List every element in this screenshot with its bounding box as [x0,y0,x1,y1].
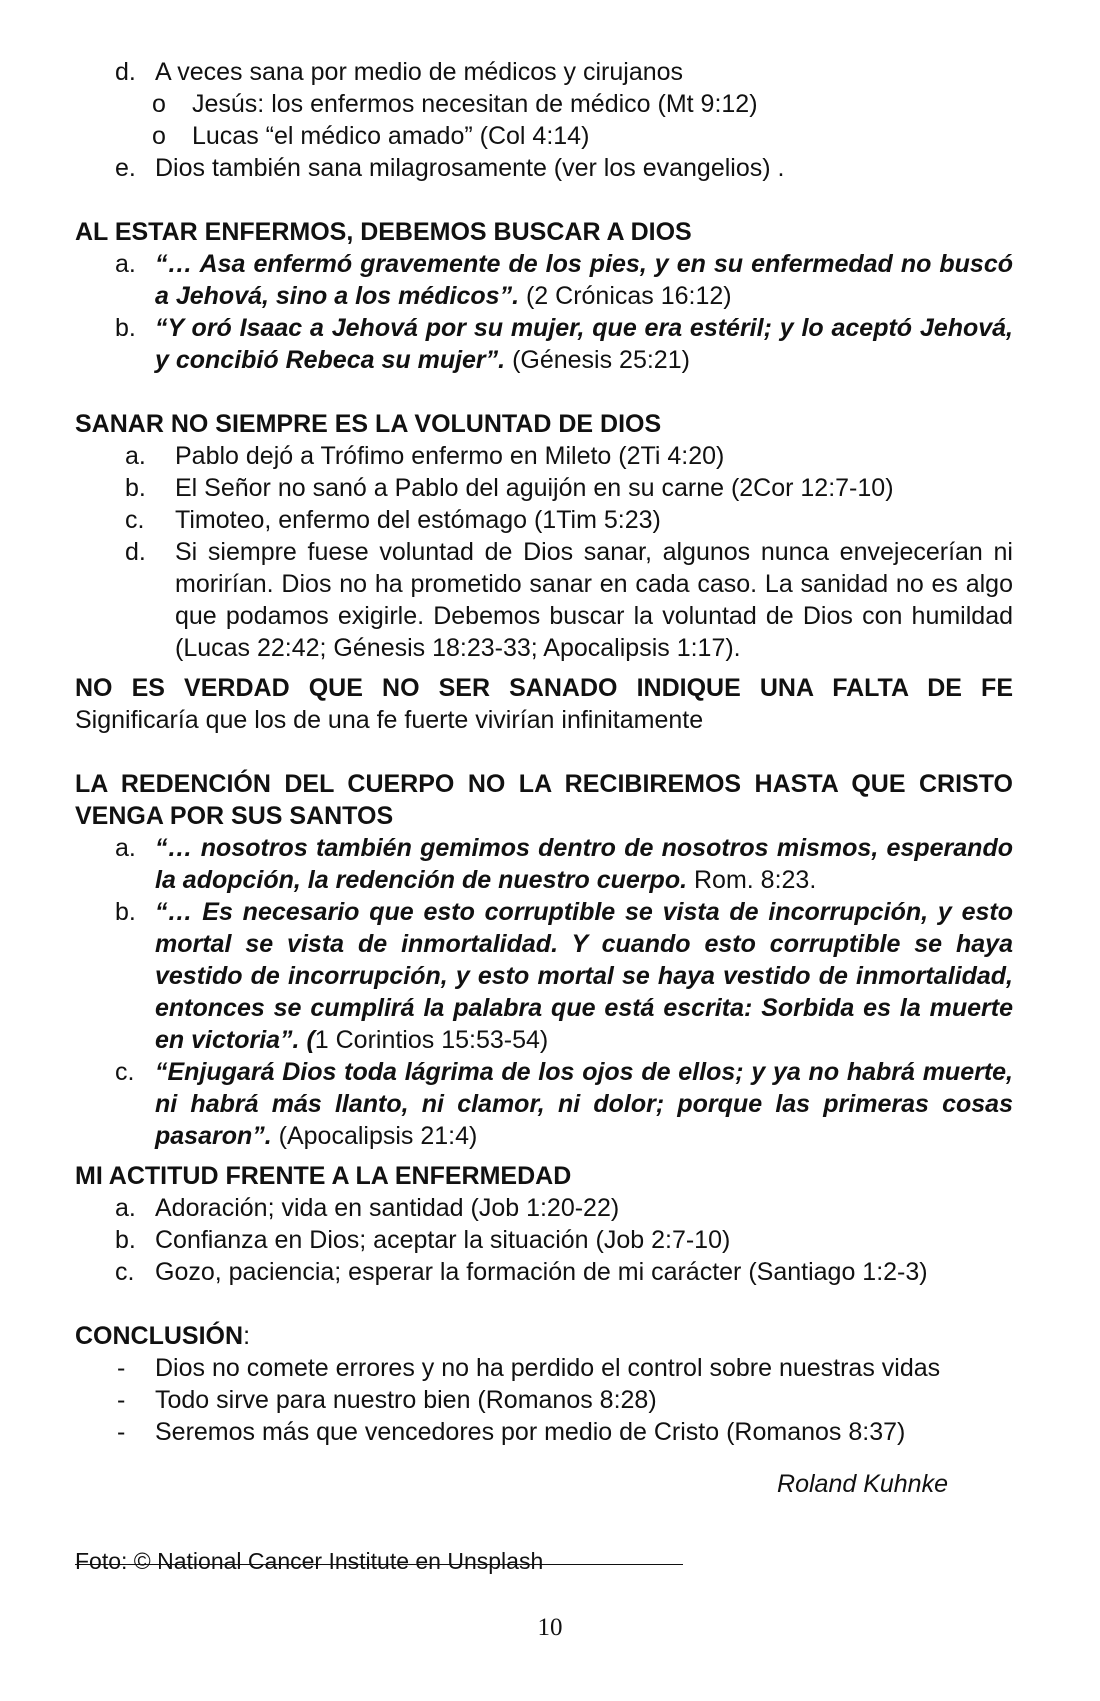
list-item-text: Timoteo, enfermo del estómago (1Tim 5:23) [175,506,661,534]
spacer [75,1152,1013,1160]
list-item [75,56,1013,88]
list-marker: b. [125,474,146,502]
list-item-text: A veces sana por medio de médicos y cirujanos [155,58,684,86]
section-heading: SANAR NO SIEMPRE ES LA VOLUNTAD DE DIOS [75,410,662,438]
list-item-text: Lucas “el médico amado” (Col 4:14) [192,122,590,150]
list-item-text: Confianza en Dios; aceptar la situación (Job 2:7-10) [155,1226,731,1254]
list-marker: c. [115,1258,135,1286]
list-item [75,896,1013,1056]
list-marker: - [117,1386,126,1414]
list-item-text: Todo sirve para nuestro bien (Romanos 8:28) [155,1386,657,1414]
section-heading: NO ES VERDAD QUE NO SER SANADO INDIQUE UNA FALTA DE FE [75,674,1013,702]
spacer [75,664,1013,672]
list-item [75,120,1013,152]
scripture-quote: “… Asa enfermó gravemente de los pies, y en su enfermedad no buscó a Jehová, sino a los médicos”. [155,250,1013,310]
scripture-reference: (2 Crónicas 16:12) [519,282,732,310]
list-item [75,1256,1013,1288]
list-marker: c. [125,506,145,534]
list-marker: - [117,1354,126,1382]
list-marker: - [117,1418,126,1446]
list-item [75,504,1013,536]
signature-block [75,1448,1013,1512]
section-heading: LA REDENCIÓN DEL CUERPO NO LA RECIBIREMOS HASTA QUE CRISTO VENGA POR SUS SANTOS [75,770,1013,830]
list-marker: b. [115,898,136,926]
scripture-reference: 1 Corintios 15:53-54) [314,1026,549,1054]
spacer [75,376,1013,408]
list-item-text: Seremos más que vencedores por medio de Cristo (Romanos 8:37) [155,1418,906,1446]
spacer [75,184,1013,216]
list-item [75,1384,1013,1416]
list-item-text: Dios también sana milagrosamente (ver los evangelios) . [155,154,785,182]
list-item-text: Jesús: los enfermos necesitan de médico (Mt 9:12) [192,90,758,118]
list-item [75,472,1013,504]
list-marker: o [152,122,166,150]
list-item [75,440,1013,472]
list-marker: o [152,90,166,118]
list-marker: d. [115,58,136,86]
photo-credit: Foto: © National Cancer Institute en Unsplash [75,1548,544,1574]
page-number: 10 [537,1614,563,1641]
list-marker: d. [125,538,146,566]
scripture-reference: (Génesis 25:21) [505,346,690,374]
author-name: Roland Kuhnke [777,1470,948,1498]
spacer [75,1288,1013,1320]
list-marker: a. [125,442,146,470]
section-heading: CONCLUSIÓN [75,1322,244,1350]
list-item [75,832,1013,896]
list-item [75,152,1013,184]
spacer [75,736,1013,768]
list-marker: a. [115,834,136,862]
scripture-quote: “Enjugará Dios toda lágrima de los ojos de ellos; y ya no habrá muerte, ni habrá más llanto, ni clamor, ni dolor; porque las primeras cosas pasaron”. [155,1058,1013,1150]
list-marker: e. [115,154,136,182]
list-item-text: Dios no comete errores y no ha perdido el control sobre nuestras vidas [155,1354,941,1382]
list-marker: b. [115,1226,136,1254]
list-marker: a. [115,1194,136,1222]
list-item-text: Gozo, paciencia; esperar la formación de mi carácter (Santiago 1:2-3) [155,1258,928,1286]
list-item [75,248,1013,312]
list-item [75,1352,1013,1384]
scripture-quote: “… nosotros también gemimos dentro de nosotros mismos, esperando la adopción, la redención de nuestro cuerpo. [155,834,1013,894]
scripture-quote: “Y oró Isaac a Jehová por su mujer, que era estéril; y lo aceptó Jehová, y concibió Rebeca su mujer”. [155,314,1013,374]
conclusion-heading-line [75,1320,1013,1352]
list-marker: b. [115,314,136,342]
document-body [75,56,1013,1512]
paragraph: Significaría que los de una fe fuerte vivirían infinitamente [75,706,704,734]
list-item [75,536,1013,664]
list-item-text: Adoración; vida en santidad (Job 1:20-22) [155,1194,620,1222]
scripture-reference: (Apocalipsis 21:4) [271,1122,478,1150]
list-item [75,88,1013,120]
section-heading: AL ESTAR ENFERMOS, DEBEMOS BUSCAR A DIOS [75,218,692,246]
list-item-text: Si siempre fuese voluntad de Dios sanar, algunos nunca envejecerían ni morirían. Dios no ha prometido sanar en cada caso. La sanidad no es algo que podamos exigirle. Debemos buscar la voluntad de Dios con humildad (Lucas 22:42; Génesis 18:23-33; Apocalipsis 1:17). [175,538,1013,662]
list-marker: c. [115,1058,135,1086]
list-item-text: Pablo dejó a Trófimo enfermo en Mileto (2Ti 4:20) [175,442,725,470]
heading-colon: : [243,1322,251,1350]
intro-list [75,56,1013,184]
scripture-quote: “… Es necesario que esto corruptible se vista de incorrupción, y esto mortal se vista de inmortalidad. Y cuando esto corruptible se haya vestido de incorrupción, y esto mortal se haya vestido de inmortalidad, entonces se cumplirá la palabra que está escrita: Sorbida es la muerte en victoria”. ( [155,898,1013,1054]
list-item [75,1416,1013,1448]
section-heading: MI ACTITUD FRENTE A LA ENFERMEDAD [75,1162,572,1190]
list-item [75,1192,1013,1224]
list-item [75,1224,1013,1256]
scripture-reference: Rom. 8:23. [687,866,817,894]
list-item [75,312,1013,376]
list-item-text: El Señor no sanó a Pablo del aguijón en su carne (2Cor 12:7-10) [175,474,894,502]
list-marker: a. [115,250,136,278]
list-item [75,1056,1013,1152]
